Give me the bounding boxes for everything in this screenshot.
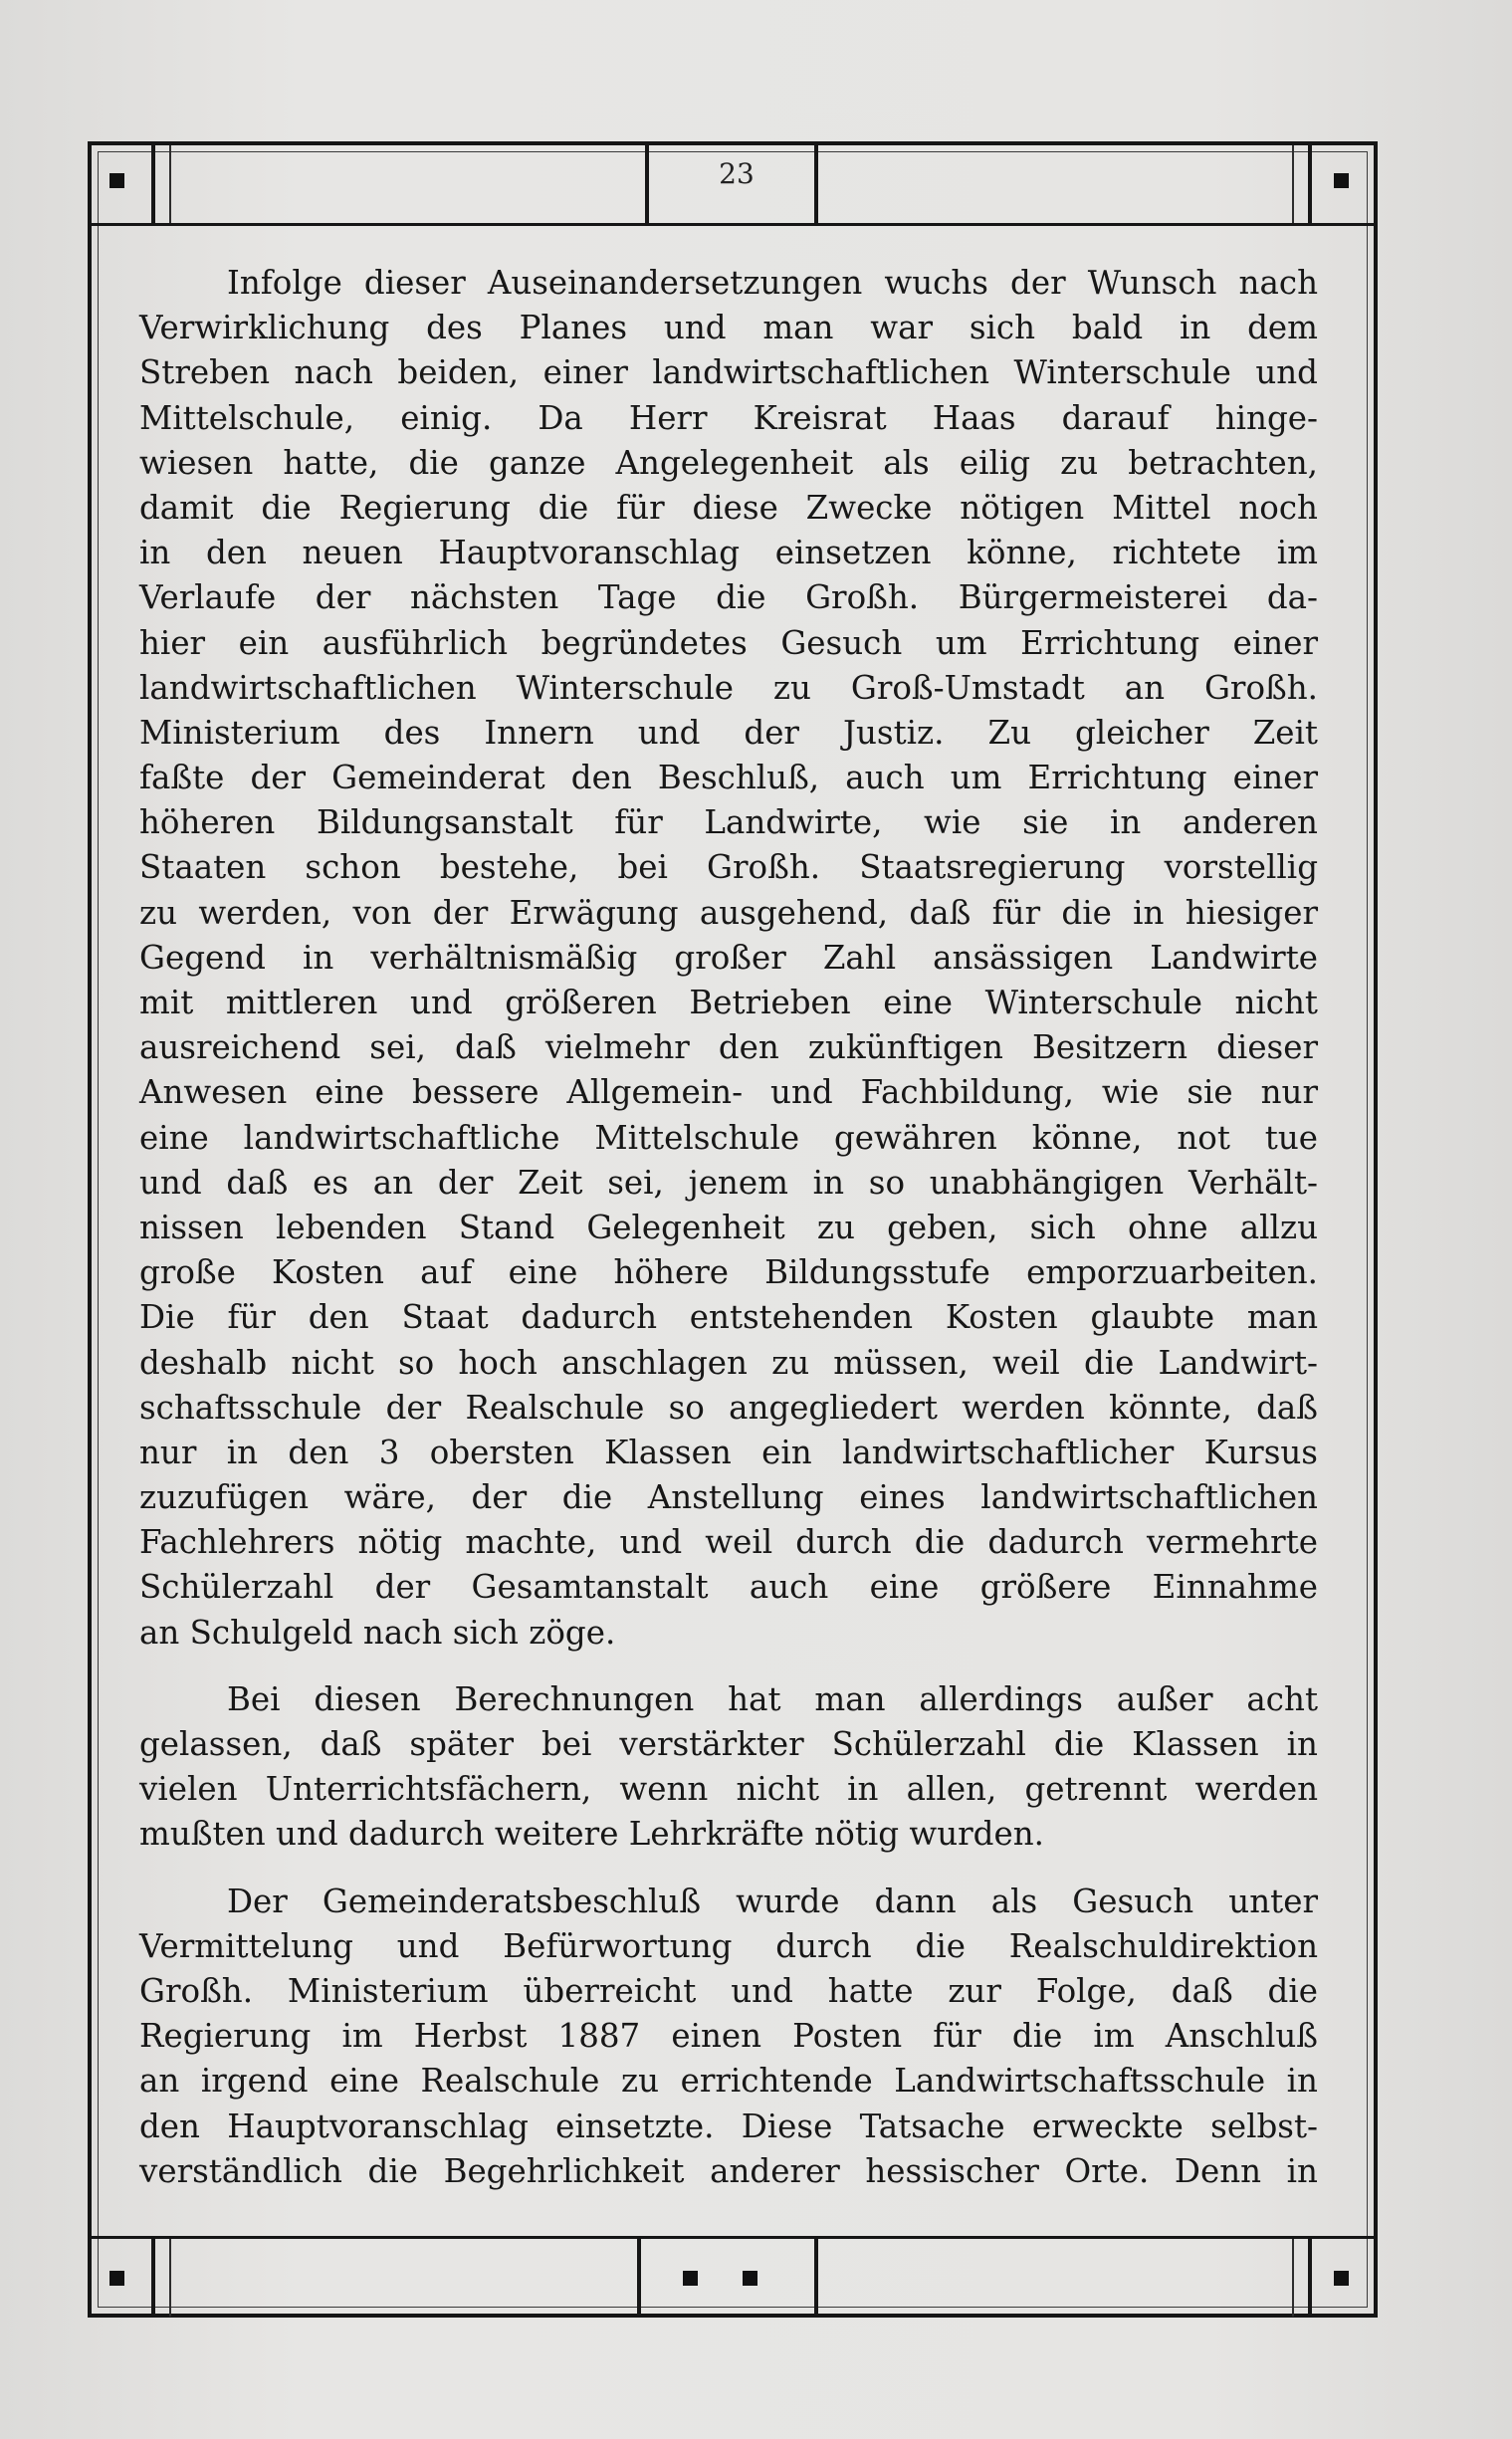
footer-rule [814,2239,818,2317]
text-line: Die für den Staat dadurch entstehenden Kosten glaubte man [139,1298,1318,1337]
text-line: Ministerium des Innern und der Justiz. Zu gleicher Zeit [139,713,1318,752]
header-rule [1292,145,1294,223]
header-rule [1308,145,1312,223]
footer-ornament [92,2236,1374,2317]
text-line: und daß es an der Zeit sei, jenem in so unabhängigen Verhält- [139,1163,1318,1202]
paragraph [139,1677,1318,1858]
text-line: wiesen hatte, die ganze Angelegenheit als eilig zu betrachten, [139,443,1318,482]
footer-rule [1292,2239,1294,2317]
header-rule [151,145,155,223]
footer-rule [169,2239,171,2317]
text-line: Regierung im Herbst 1887 einen Posten für die im Anschluß [139,2017,1318,2056]
text-line: eine landwirtschaftliche Mittelschule gewähren könne, not tue [139,1118,1318,1157]
text-line: damit die Regierung die für diese Zwecke nötigen Mittel noch [139,488,1318,527]
header-rule [814,145,818,223]
text-line: Bei diesen Berechnungen hat man allerdings außer acht [227,1679,1318,1718]
square-ornament-icon [683,2271,698,2286]
square-ornament-icon [109,173,124,188]
square-ornament-icon [743,2271,757,2286]
text-line: ausreichend sei, daß vielmehr den zukünftigen Besitzern dieser [139,1028,1318,1067]
text-line: Mittelschule, einig. Da Herr Kreisrat Haas darauf hinge- [139,398,1318,437]
text-line: an Schulgeld nach sich zöge. [139,1613,616,1652]
body-text [139,261,1318,2194]
text-line: den Hauptvoranschlag einsetzte. Diese Tatsache erweckte selbst- [139,2106,1318,2145]
text-line: zuzufügen wäre, der die Anstellung eines landwirtschaftlichen [139,1478,1318,1517]
text-line: Infolge dieser Auseinandersetzungen wuchs der Wunsch nach [227,264,1318,302]
text-line: in den neuen Hauptvoranschlag einsetzen könne, richtete im [139,534,1318,572]
text-line: nissen lebenden Stand Gelegenheit zu geben, sich ohne allzu [139,1208,1318,1246]
page-number: 23 [719,157,755,190]
square-ornament-icon [1334,173,1349,188]
square-ornament-icon [109,2271,124,2286]
text-line: mit mittleren und größeren Betrieben eine Winterschule nicht [139,984,1318,1021]
paragraph [139,1880,1318,2194]
text-line: landwirtschaftlichen Winterschule zu Groß-Umstadt an Großh. [139,668,1318,707]
text-line: Vermittelung und Befürwortung durch die Realschuldirektion [139,1926,1318,1965]
footer-rule [637,2239,641,2317]
text-line: gelassen, daß später bei verstärkter Schülerzahl die Klassen in [139,1725,1318,1763]
text-line: höheren Bildungsanstalt für Landwirte, wie sie in anderen [139,803,1318,842]
footer-rule [1308,2239,1312,2317]
text-line: vielen Unterrichtsfächern, wenn nicht in allen, getrennt werden [139,1770,1318,1809]
text-line: große Kosten auf eine höhere Bildungsstufe emporzuarbeiten. [139,1253,1318,1292]
text-line: Verwirklichung des Planes und man war sich bald in dem [139,309,1318,347]
paragraph [139,261,1318,1656]
header-rule [645,145,649,223]
text-line: mußten und dadurch weitere Lehrkräfte nötig wurden. [139,1815,1044,1854]
header-rule [169,145,171,223]
text-line: Gegend in verhältnismäßig großer Zahl ansässigen Landwirte [139,938,1318,977]
text-line: faßte der Gemeinderat den Beschluß, auch um Errichtung einer [139,759,1318,797]
text-line: Verlaufe der nächsten Tage die Großh. Bürgermeisterei da- [139,578,1318,617]
text-line: hier ein ausführlich begründetes Gesuch um Errichtung einer [139,623,1318,662]
text-line: Staaten schon bestehe, bei Großh. Staatsregierung vorstellig [139,848,1318,887]
text-line: nur in den 3 obersten Klassen ein landwirtschaftlicher Kursus [139,1433,1318,1471]
text-line: Fachlehrers nötig machte, und weil durch die dadurch vermehrte [139,1523,1318,1562]
text-line: Der Gemeinderatsbeschluß wurde dann als Gesuch unter [227,1882,1318,1920]
square-ornament-icon [1334,2271,1349,2286]
text-line: schaftsschule der Realschule so angegliedert werden könnte, daß [139,1388,1318,1427]
text-line: an irgend eine Realschule zu errichtende Landwirtschaftsschule in [139,2062,1318,2101]
text-line: Anwesen eine bessere Allgemein- und Fachbildung, wie sie nur [139,1073,1318,1112]
text-line: deshalb nicht so hoch anschlagen zu müssen, weil die Landwirt- [139,1343,1318,1382]
text-line: verständlich die Begehrlichkeit anderer hessischer Orte. Denn in [139,2151,1318,2190]
text-line: zu werden, von der Erwägung ausgehend, daß für die in hiesiger [139,893,1318,932]
text-line: Großh. Ministerium überreicht und hatte zur Folge, daß die [139,1971,1318,2010]
text-line: Schülerzahl der Gesamtanstalt auch eine größere Einnahme [139,1568,1318,1607]
footer-rule [151,2239,155,2317]
text-line: Streben nach beiden, einer landwirtschaftlichen Winterschule und [139,353,1318,392]
